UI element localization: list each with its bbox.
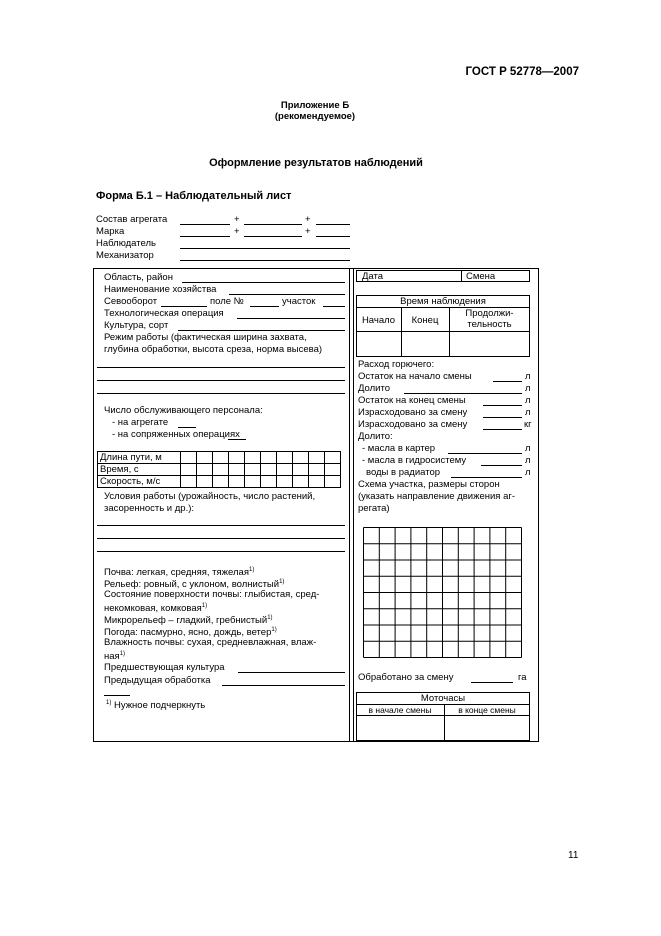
label-skhema: Схема участка, размеры сторон bbox=[358, 479, 500, 490]
predobr-field[interactable] bbox=[222, 685, 345, 686]
label-dolito-2: Долито: bbox=[358, 431, 393, 442]
unit-l-7: л bbox=[525, 467, 531, 478]
label-rezhim: Режим работы (фактическая ширина захвата, bbox=[104, 332, 307, 343]
label-skhema-3: регата) bbox=[358, 503, 390, 514]
label-khozyaistvo: Наименование хозяйства bbox=[104, 284, 217, 295]
time-table-hline-2 bbox=[356, 331, 530, 332]
label-v-konce: в конце смены bbox=[458, 705, 516, 715]
label-sevooborot: Севооборот bbox=[104, 296, 158, 307]
page-number: 11 bbox=[568, 850, 579, 861]
label-skhema-2: (указать направление движения аг- bbox=[358, 491, 515, 502]
label-na-sopr: - на сопряженных операциях bbox=[112, 429, 240, 440]
pole-field[interactable] bbox=[250, 306, 279, 307]
divider-a bbox=[349, 268, 350, 742]
label-nablyudatel: Наблюдатель bbox=[96, 238, 156, 249]
obrabotano-field[interactable] bbox=[471, 682, 513, 683]
scheme-grid[interactable] bbox=[363, 527, 522, 658]
form-title: Форма Б.1 – Наблюдательный лист bbox=[96, 190, 292, 202]
maslo-karter-field[interactable] bbox=[448, 453, 522, 454]
label-predobr: Предыдущая обработка bbox=[104, 675, 211, 686]
label-ostatok-kon: Остаток на конец смены bbox=[358, 395, 466, 406]
label-usloviya-2: засоренность и др.): bbox=[104, 503, 195, 514]
unit-l-5: л bbox=[525, 443, 531, 454]
rezhim-line-2[interactable] bbox=[97, 380, 345, 381]
unit-l-1: л bbox=[525, 371, 531, 382]
measure-table bbox=[97, 451, 341, 488]
label-pogoda: Погода: пасмурно, ясно, дождь, ветер$^{1)}$ bbox=[104, 627, 277, 639]
nablyudatel-field[interactable] bbox=[180, 248, 350, 249]
label-obrabotano: Обработано за смену bbox=[358, 672, 454, 683]
sostav-field-2[interactable] bbox=[244, 224, 302, 225]
dolito-field[interactable] bbox=[404, 393, 522, 394]
marka-field-2[interactable] bbox=[244, 236, 302, 237]
unit-kg: кг bbox=[524, 419, 532, 430]
unit-l-4: л bbox=[525, 407, 531, 418]
uchastok-field[interactable] bbox=[323, 306, 345, 307]
label-sostoyanie: Состояние поверхности почвы: глыбистая, сред- bbox=[104, 589, 320, 600]
plus-1: + bbox=[234, 214, 240, 225]
standard-number: ГОСТ Р 52778—2007 bbox=[465, 66, 579, 78]
label-v-nachale: в начале смены bbox=[368, 705, 432, 715]
rezhim-line-3[interactable] bbox=[97, 393, 345, 394]
measure-label: Скорость, м/с bbox=[98, 476, 181, 488]
kultura-field[interactable] bbox=[178, 330, 345, 331]
footnote-rule bbox=[104, 695, 130, 696]
measure-label: Время, с bbox=[98, 464, 181, 476]
label-prodolzh: Продолжи- bbox=[465, 308, 514, 319]
label-raskhod: Расход горючего: bbox=[358, 359, 435, 370]
label-oblast: Область, район bbox=[104, 272, 173, 283]
label-pochva: Почва: легкая, средняя, тяжелая$^{1)}$ bbox=[104, 567, 255, 579]
voda-field[interactable] bbox=[451, 477, 522, 478]
label-ostatok-nach: Остаток на начало смены bbox=[358, 371, 472, 382]
measure-label: Длина пути, м bbox=[98, 452, 181, 464]
label-vlazhnost: Влажность почвы: сухая, средневлажная, влаж- bbox=[104, 637, 317, 648]
sostav-field-1[interactable] bbox=[180, 224, 230, 225]
measure-row bbox=[98, 452, 341, 464]
annex-title: Приложение Б bbox=[280, 100, 350, 111]
unit-l-6: л bbox=[525, 455, 531, 466]
label-smena: Смена bbox=[466, 271, 496, 282]
motochasy-hline-2 bbox=[356, 715, 530, 716]
date-shift-divider bbox=[461, 270, 462, 282]
label-mikrorelef: Микрорельеф – гладкий, гребнистый$^{1)}$ bbox=[104, 615, 273, 627]
measure-row bbox=[98, 476, 341, 488]
label-data: Дата bbox=[362, 271, 384, 282]
label-pole: поле № bbox=[210, 296, 244, 307]
plus-3: + bbox=[234, 226, 240, 237]
maslo-gidro-field[interactable] bbox=[481, 465, 522, 466]
section-title: Оформление результатов наблюдений bbox=[209, 157, 423, 169]
usloviya-line-1[interactable] bbox=[97, 525, 345, 526]
operaciya-field[interactable] bbox=[237, 318, 345, 319]
label-na-agregate: - на агрегате bbox=[112, 417, 169, 428]
plus-4: + bbox=[305, 226, 311, 237]
ostatok-kon-field[interactable] bbox=[483, 405, 522, 406]
label-vremya: Время наблюдения bbox=[400, 296, 486, 307]
label-relef: Рельеф: ровный, с уклоном, волнистый$^{1)}$ bbox=[104, 579, 285, 591]
label-izraskh-2: Израсходовано за смену bbox=[358, 419, 468, 430]
label-personal: Число обслуживающего персонала: bbox=[104, 405, 263, 416]
marka-field-1[interactable] bbox=[180, 236, 230, 237]
khozyaistvo-field[interactable] bbox=[229, 294, 345, 295]
unit-ga: га bbox=[518, 672, 527, 683]
usloviya-line-3[interactable] bbox=[97, 551, 345, 552]
label-maslo-karter: - масла в картер bbox=[362, 443, 436, 454]
unit-l-3: л bbox=[525, 395, 531, 406]
label-kultura: Культура, сорт bbox=[104, 320, 169, 331]
label-voda: воды в радиатор bbox=[366, 467, 441, 478]
label-uchastok: участок bbox=[282, 296, 316, 307]
na-agregate-field[interactable] bbox=[178, 427, 196, 428]
na-sopr-field[interactable] bbox=[228, 439, 246, 440]
label-predsh: Предшествующая культура bbox=[104, 662, 225, 673]
label-izraskh-1: Израсходовано за смену bbox=[358, 407, 468, 418]
marka-field-3[interactable] bbox=[316, 236, 350, 237]
unit-l-2: л bbox=[525, 383, 531, 394]
label-vlazhnost-2: ная$^{1)}$ bbox=[104, 651, 126, 663]
label-operaciya: Технологическая операция bbox=[104, 308, 224, 319]
ostatok-nach-field[interactable] bbox=[493, 381, 522, 382]
predsh-field[interactable] bbox=[238, 672, 345, 673]
sevooborot-field[interactable] bbox=[161, 306, 207, 307]
izraskh-1-field[interactable] bbox=[483, 417, 522, 418]
plus-2: + bbox=[305, 214, 311, 225]
label-motochasy: Моточасы bbox=[420, 693, 466, 704]
label-sostav: Состав агрегата bbox=[96, 214, 168, 225]
label-prodolzh-2: тельность bbox=[467, 319, 512, 330]
oblast-field[interactable] bbox=[182, 282, 345, 283]
rezhim-line-1[interactable] bbox=[97, 367, 345, 368]
label-dolito: Долито bbox=[358, 383, 390, 394]
label-usloviya: Условия работы (урожайность, число растений, bbox=[104, 491, 316, 502]
izraskh-2-field[interactable] bbox=[483, 429, 522, 430]
usloviya-line-2[interactable] bbox=[97, 538, 345, 539]
label-rezhim-2: глубина обработки, высота среза, норма высева) bbox=[104, 344, 323, 355]
divider-b bbox=[353, 268, 354, 742]
label-nachalo: Начало bbox=[361, 315, 396, 326]
label-mekhanizator: Механизатор bbox=[96, 250, 154, 261]
label-konec: Конец bbox=[411, 315, 439, 326]
label-sostoyanie-2: некомковая, комковая$^{1)}$ bbox=[104, 603, 208, 615]
measure-row bbox=[98, 464, 341, 476]
label-marka: Марка bbox=[96, 226, 125, 237]
footnote: $^{1)}$ Нужное подчеркнуть bbox=[106, 700, 206, 712]
mekhanizator-field[interactable] bbox=[180, 260, 350, 261]
sostav-field-3[interactable] bbox=[316, 224, 350, 225]
label-maslo-gidro: - масла в гидросистему bbox=[362, 455, 467, 466]
annex-status: (рекомендуемое) bbox=[274, 111, 356, 122]
